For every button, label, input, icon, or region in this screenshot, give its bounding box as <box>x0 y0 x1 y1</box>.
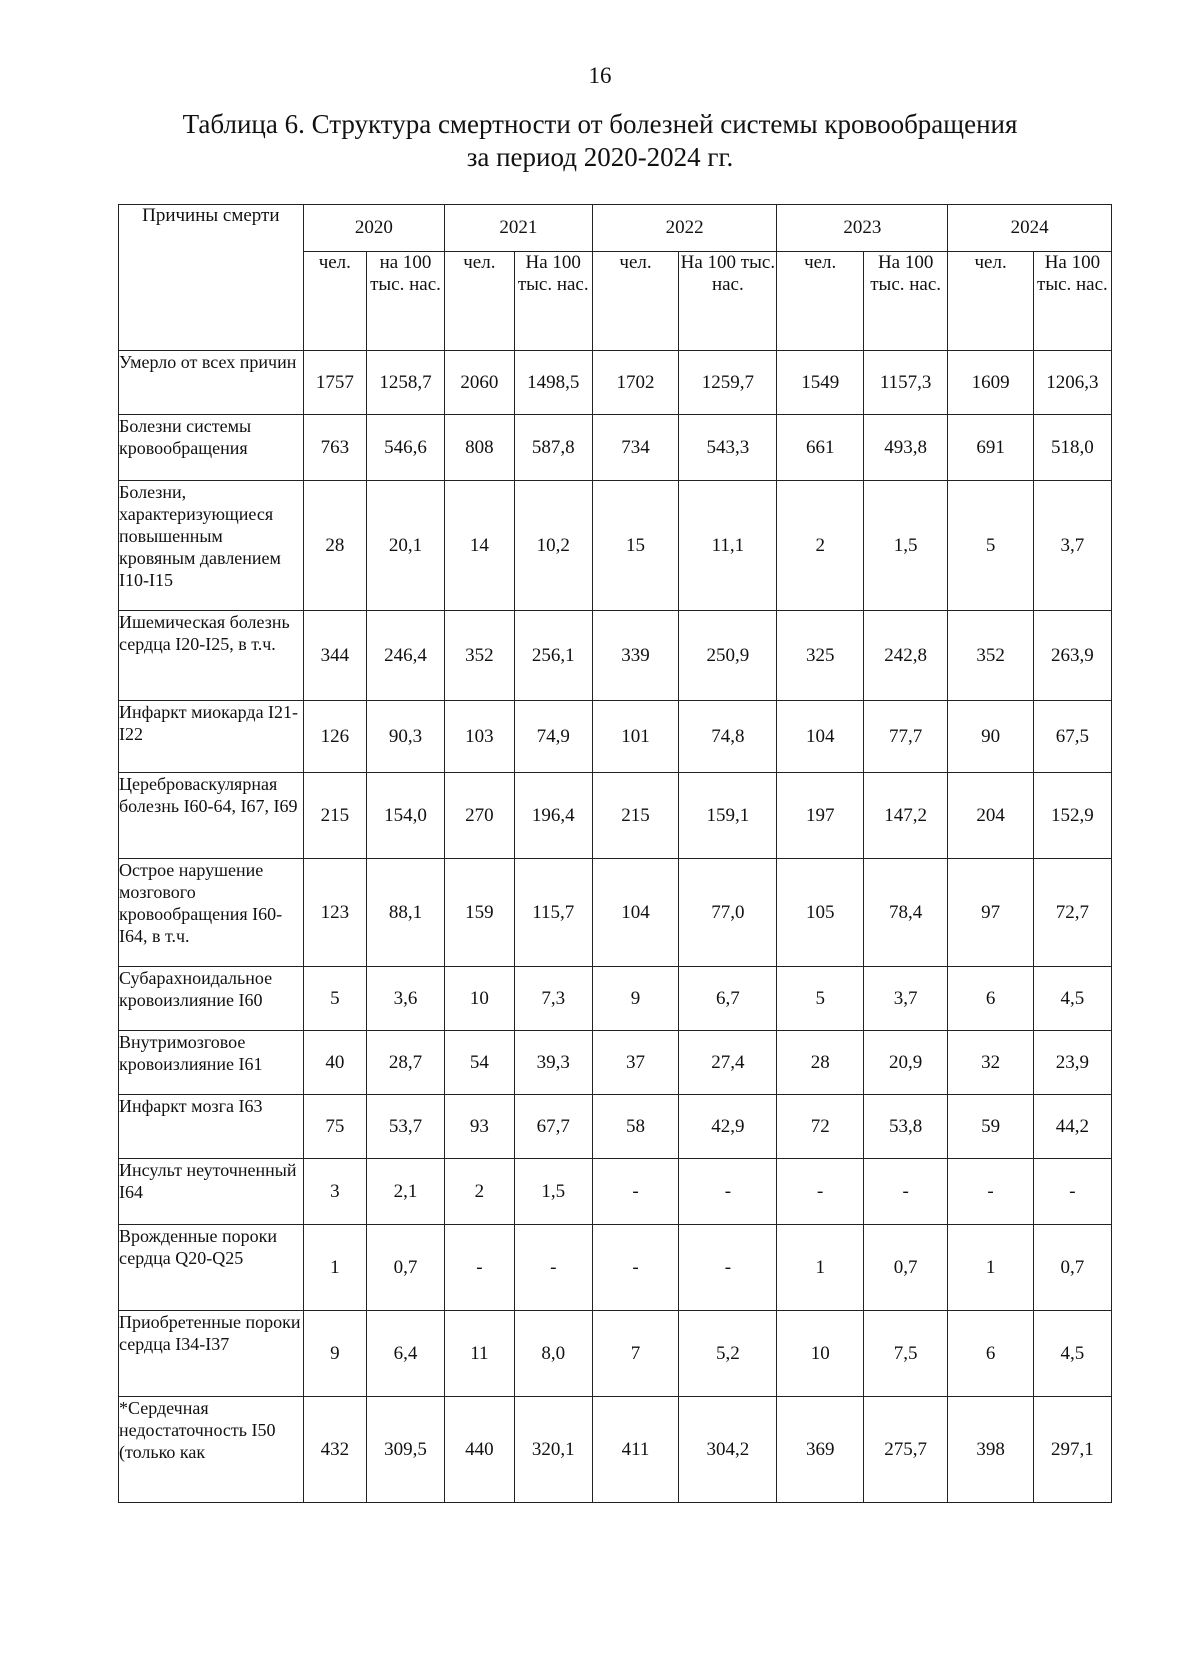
year-header: 2022 <box>592 205 777 252</box>
persons-cell: 1609 <box>948 351 1033 415</box>
cause-cell: Болезни, характеризующиеся повышенным кровяным давлением I10-I15 <box>119 481 304 611</box>
cause-cell: Острое нарушение мозгового кровообращения I60-I64, в т.ч. <box>119 859 304 967</box>
persons-cell: 1757 <box>303 351 366 415</box>
persons-cell: 90 <box>948 701 1033 773</box>
table-caption-line-1: Таблица 6. Структура смертности от болезней системы кровообращения <box>182 109 1018 139</box>
rate-per-100k-cell: 263,9 <box>1033 611 1111 701</box>
persons-cell: 6 <box>948 967 1033 1031</box>
unit-header-persons: чел. <box>777 252 864 351</box>
rate-per-100k-cell: 242,8 <box>863 611 947 701</box>
rate-per-100k-cell: 88,1 <box>366 859 444 967</box>
rate-per-100k-cell: 5,2 <box>679 1311 777 1397</box>
rate-per-100k-cell: 1,5 <box>863 481 947 611</box>
unit-header-persons: чел. <box>592 252 679 351</box>
rate-per-100k-cell: 28,7 <box>366 1031 444 1095</box>
rate-per-100k-cell: 3,6 <box>366 967 444 1031</box>
table-row <box>119 859 1112 967</box>
rate-per-100k-cell: 4,5 <box>1033 967 1111 1031</box>
persons-cell: 1 <box>948 1225 1033 1311</box>
rate-per-100k-cell: 74,8 <box>679 701 777 773</box>
unit-header-per-100k: на 100 тыс. нас. <box>366 252 444 351</box>
rate-per-100k-cell: 6,7 <box>679 967 777 1031</box>
rate-per-100k-cell: 115,7 <box>514 859 592 967</box>
persons-cell: 440 <box>445 1397 515 1503</box>
rate-per-100k-cell: 67,7 <box>514 1095 592 1159</box>
rate-per-100k-cell: 1498,5 <box>514 351 592 415</box>
rate-per-100k-cell: 39,3 <box>514 1031 592 1095</box>
year-header: 2021 <box>445 205 593 252</box>
cause-cell: Умерло от всех причин <box>119 351 304 415</box>
rate-per-100k-cell: - <box>679 1225 777 1311</box>
persons-cell: - <box>777 1159 864 1225</box>
year-header: 2020 <box>303 205 444 252</box>
rate-per-100k-cell: 42,9 <box>679 1095 777 1159</box>
rate-per-100k-cell: 53,7 <box>366 1095 444 1159</box>
rate-per-100k-cell: 147,2 <box>863 773 947 859</box>
rate-per-100k-cell: 297,1 <box>1033 1397 1111 1503</box>
rate-per-100k-cell: 275,7 <box>863 1397 947 1503</box>
persons-cell: 28 <box>777 1031 864 1095</box>
unit-header-persons: чел. <box>303 252 366 351</box>
rate-per-100k-cell: 587,8 <box>514 415 592 481</box>
rate-per-100k-cell: 3,7 <box>863 967 947 1031</box>
persons-cell: 14 <box>445 481 515 611</box>
year-header: 2023 <box>777 205 948 252</box>
persons-cell: 32 <box>948 1031 1033 1095</box>
persons-cell: 734 <box>592 415 679 481</box>
persons-cell: - <box>445 1225 515 1311</box>
persons-cell: 5 <box>777 967 864 1031</box>
rate-per-100k-cell: 53,8 <box>863 1095 947 1159</box>
rate-per-100k-cell: 23,9 <box>1033 1031 1111 1095</box>
persons-cell: 204 <box>948 773 1033 859</box>
persons-cell: 54 <box>445 1031 515 1095</box>
persons-cell: 15 <box>592 481 679 611</box>
persons-cell: 97 <box>948 859 1033 967</box>
header-row-years <box>119 205 1112 252</box>
rate-per-100k-cell: 0,7 <box>1033 1225 1111 1311</box>
persons-cell: 75 <box>303 1095 366 1159</box>
rate-per-100k-cell: - <box>863 1159 947 1225</box>
persons-cell: 270 <box>445 773 515 859</box>
rate-per-100k-cell: 1258,7 <box>366 351 444 415</box>
persons-cell: 28 <box>303 481 366 611</box>
persons-cell: 104 <box>592 859 679 967</box>
persons-cell: 1 <box>777 1225 864 1311</box>
persons-cell: 37 <box>592 1031 679 1095</box>
persons-cell: 58 <box>592 1095 679 1159</box>
rate-per-100k-cell: 256,1 <box>514 611 592 701</box>
rate-per-100k-cell: 246,4 <box>366 611 444 701</box>
persons-cell: 369 <box>777 1397 864 1503</box>
persons-cell: 352 <box>948 611 1033 701</box>
persons-cell: 3 <box>303 1159 366 1225</box>
persons-cell: 197 <box>777 773 864 859</box>
rate-per-100k-cell: 152,9 <box>1033 773 1111 859</box>
table-row <box>119 481 1112 611</box>
table-row <box>119 773 1112 859</box>
persons-cell: 7 <box>592 1311 679 1397</box>
persons-cell: 103 <box>445 701 515 773</box>
persons-cell: 432 <box>303 1397 366 1503</box>
persons-cell: 2 <box>777 481 864 611</box>
cause-cell: Инсульт неуточненный I64 <box>119 1159 304 1225</box>
cause-cell: Субарахноидальное кровоизлияние I60 <box>119 967 304 1031</box>
rate-per-100k-cell: 493,8 <box>863 415 947 481</box>
table-row <box>119 1031 1112 1095</box>
persons-cell: 93 <box>445 1095 515 1159</box>
cause-cell: Цереброваскулярная болезнь I60-64, I67, I69 <box>119 773 304 859</box>
persons-cell: 215 <box>592 773 679 859</box>
table-caption-line-2: за период 2020-2024 гг. <box>466 142 734 172</box>
rate-per-100k-cell: 320,1 <box>514 1397 592 1503</box>
unit-header-persons: чел. <box>445 252 515 351</box>
persons-cell: 101 <box>592 701 679 773</box>
rate-per-100k-cell: 74,9 <box>514 701 592 773</box>
persons-cell: 1 <box>303 1225 366 1311</box>
table-row <box>119 611 1112 701</box>
rate-per-100k-cell: 77,7 <box>863 701 947 773</box>
persons-cell: 808 <box>445 415 515 481</box>
table-row <box>119 1159 1112 1225</box>
persons-cell: 40 <box>303 1031 366 1095</box>
persons-cell: - <box>592 1225 679 1311</box>
rate-per-100k-cell: 154,0 <box>366 773 444 859</box>
persons-cell: 1549 <box>777 351 864 415</box>
persons-cell: 6 <box>948 1311 1033 1397</box>
table-row <box>119 1095 1112 1159</box>
persons-cell: 10 <box>777 1311 864 1397</box>
table-row <box>119 967 1112 1031</box>
rate-per-100k-cell: 0,7 <box>863 1225 947 1311</box>
persons-cell: 159 <box>445 859 515 967</box>
rate-per-100k-cell: - <box>679 1159 777 1225</box>
persons-cell: 398 <box>948 1397 1033 1503</box>
table-row <box>119 1311 1112 1397</box>
rate-per-100k-cell: 20,1 <box>366 481 444 611</box>
rate-per-100k-cell: 1,5 <box>514 1159 592 1225</box>
rate-per-100k-cell: 159,1 <box>679 773 777 859</box>
persons-cell: 2 <box>445 1159 515 1225</box>
persons-cell: 9 <box>303 1311 366 1397</box>
cause-cell: Болезни системы кровообращения <box>119 415 304 481</box>
table-row <box>119 1397 1112 1503</box>
rate-per-100k-cell: 309,5 <box>366 1397 444 1503</box>
persons-cell: 2060 <box>445 351 515 415</box>
rate-per-100k-cell: - <box>514 1225 592 1311</box>
persons-cell: - <box>592 1159 679 1225</box>
rate-per-100k-cell: 250,9 <box>679 611 777 701</box>
rate-per-100k-cell: 44,2 <box>1033 1095 1111 1159</box>
persons-cell: 411 <box>592 1397 679 1503</box>
persons-cell: 11 <box>445 1311 515 1397</box>
persons-cell: 344 <box>303 611 366 701</box>
table-body <box>119 351 1112 1503</box>
rate-per-100k-cell: 7,3 <box>514 967 592 1031</box>
unit-header-per-100k: На 100 тыс. нас. <box>679 252 777 351</box>
cause-cell: Приобретенные пороки сердца I34-I37 <box>119 1311 304 1397</box>
unit-header-per-100k: На 100 тыс. нас. <box>1033 252 1111 351</box>
rate-per-100k-cell: 7,5 <box>863 1311 947 1397</box>
persons-cell: 72 <box>777 1095 864 1159</box>
rate-per-100k-cell: 543,3 <box>679 415 777 481</box>
table-header <box>119 205 1112 351</box>
rate-per-100k-cell: 77,0 <box>679 859 777 967</box>
persons-cell: 105 <box>777 859 864 967</box>
table-row <box>119 701 1112 773</box>
rate-per-100k-cell: 546,6 <box>366 415 444 481</box>
persons-cell: 352 <box>445 611 515 701</box>
page-number: 16 <box>588 63 612 88</box>
table-row <box>119 351 1112 415</box>
table-row <box>119 1225 1112 1311</box>
rate-per-100k-cell: 196,4 <box>514 773 592 859</box>
rate-per-100k-cell: 2,1 <box>366 1159 444 1225</box>
rate-per-100k-cell: 1206,3 <box>1033 351 1111 415</box>
rate-per-100k-cell: - <box>1033 1159 1111 1225</box>
rate-per-100k-cell: 1259,7 <box>679 351 777 415</box>
persons-cell: 5 <box>948 481 1033 611</box>
table-caption <box>0 108 1200 174</box>
persons-cell: 339 <box>592 611 679 701</box>
persons-cell: 661 <box>777 415 864 481</box>
persons-cell: 5 <box>303 967 366 1031</box>
cause-cell: Ишемическая болезнь сердца I20-I25, в т.ч. <box>119 611 304 701</box>
rate-per-100k-cell: 11,1 <box>679 481 777 611</box>
rate-per-100k-cell: 3,7 <box>1033 481 1111 611</box>
rate-per-100k-cell: 90,3 <box>366 701 444 773</box>
year-header: 2024 <box>948 205 1112 252</box>
persons-cell: 10 <box>445 967 515 1031</box>
unit-header-persons: чел. <box>948 252 1033 351</box>
rate-per-100k-cell: 1157,3 <box>863 351 947 415</box>
rate-per-100k-cell: 0,7 <box>366 1225 444 1311</box>
persons-cell: 104 <box>777 701 864 773</box>
rate-per-100k-cell: 518,0 <box>1033 415 1111 481</box>
rate-per-100k-cell: 78,4 <box>863 859 947 967</box>
rate-per-100k-cell: 20,9 <box>863 1031 947 1095</box>
rate-per-100k-cell: 10,2 <box>514 481 592 611</box>
rate-per-100k-cell: 27,4 <box>679 1031 777 1095</box>
rate-per-100k-cell: 67,5 <box>1033 701 1111 773</box>
cause-column-header: Причины смерти <box>119 205 304 351</box>
unit-header-per-100k: На 100 тыс. нас. <box>863 252 947 351</box>
persons-cell: 215 <box>303 773 366 859</box>
persons-cell: 126 <box>303 701 366 773</box>
rate-per-100k-cell: 8,0 <box>514 1311 592 1397</box>
cause-cell: Инфаркт миокарда I21-I22 <box>119 701 304 773</box>
persons-cell: 123 <box>303 859 366 967</box>
cause-cell: Инфаркт мозга I63 <box>119 1095 304 1159</box>
cause-cell: *Сердечная недостаточность I50 (только как <box>119 1397 304 1503</box>
rate-per-100k-cell: 304,2 <box>679 1397 777 1503</box>
table-row <box>119 415 1112 481</box>
persons-cell: 59 <box>948 1095 1033 1159</box>
persons-cell: 9 <box>592 967 679 1031</box>
rate-per-100k-cell: 72,7 <box>1033 859 1111 967</box>
rate-per-100k-cell: 6,4 <box>366 1311 444 1397</box>
cause-cell: Внутримозговое кровоизлияние I61 <box>119 1031 304 1095</box>
mortality-table <box>118 204 1112 1503</box>
cause-cell: Врожденные пороки сердца Q20-Q25 <box>119 1225 304 1311</box>
rate-per-100k-cell: 4,5 <box>1033 1311 1111 1397</box>
unit-header-per-100k: На 100 тыс. нас. <box>514 252 592 351</box>
persons-cell: 1702 <box>592 351 679 415</box>
persons-cell: - <box>948 1159 1033 1225</box>
persons-cell: 691 <box>948 415 1033 481</box>
persons-cell: 325 <box>777 611 864 701</box>
persons-cell: 763 <box>303 415 366 481</box>
